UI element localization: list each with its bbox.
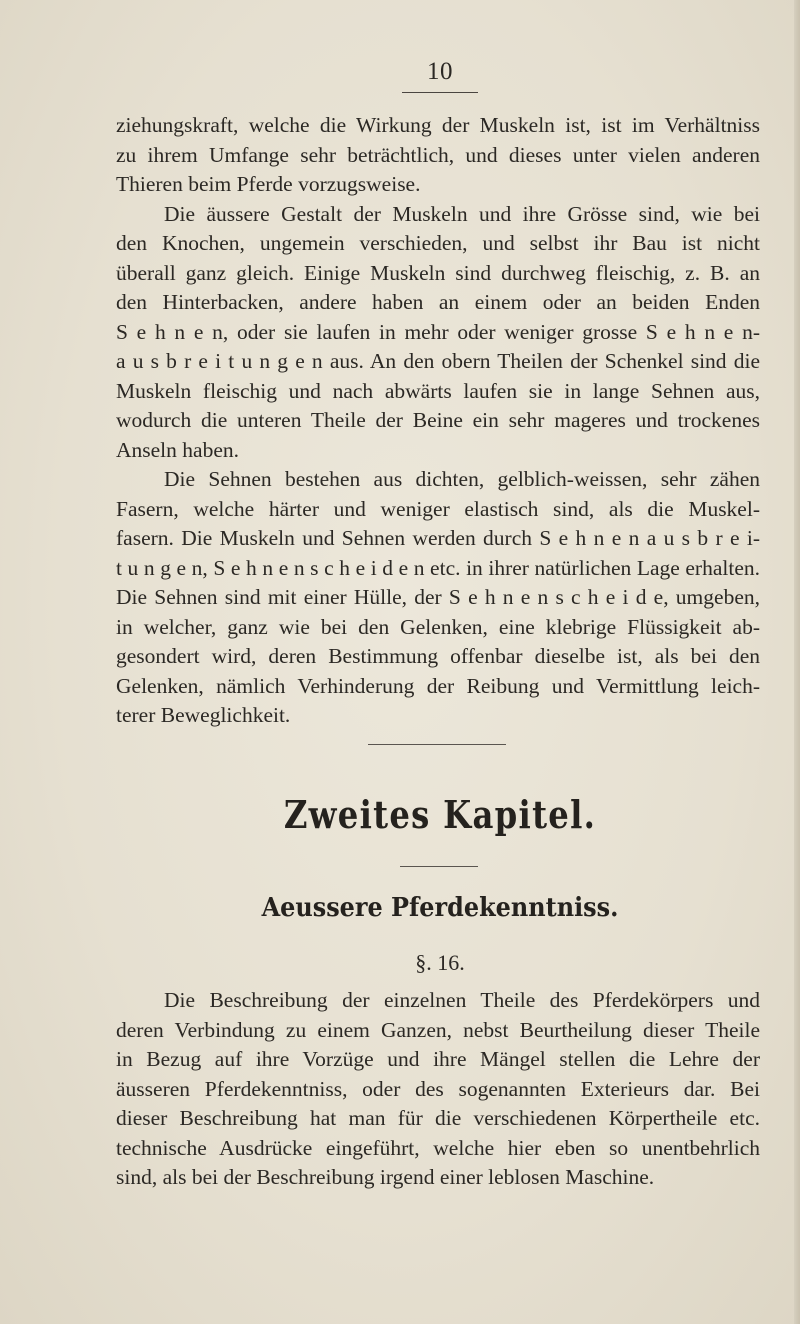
section-divider — [368, 744, 506, 745]
text-line: sind, als bei der Beschreibung irgend einer leblosen Maschine. — [116, 1165, 655, 1189]
page-edge — [794, 0, 800, 1324]
text-line: den Hinterbacken, andere haben an einem oder an beiden Enden — [116, 290, 760, 314]
text-line: Anseln haben. — [116, 437, 239, 462]
paragraph-number: §. 16. — [415, 950, 465, 975]
text-line: Fasern, welche härter und weniger elastisch sind, als die Muskel- — [116, 496, 760, 521]
text-line: Die Beschreibung der einzelnen Theile des Pferdekörpers und — [164, 988, 760, 1012]
text-line: deren Verbindung zu einem Ganzen, nebst Beurtheilung dieser Theile — [116, 1017, 760, 1042]
page-number: 10 — [427, 58, 453, 85]
bottom-text-block — [116, 986, 760, 1193]
text-line: zu ihrem Umfange sehr beträchtlich, und dieses unter vielen anderen — [116, 142, 760, 167]
text-line: Die Sehnen sind mit einer Hülle, der S e h n e n s c h e i d e, umgeben, — [116, 585, 760, 609]
section-title: Aeussere Pferdekenntniss. — [261, 893, 619, 923]
chapter-title: Zweites Kapitel. — [283, 792, 597, 837]
text-line: a u s b r e i t u n g e n aus. An den obern Theilen der Schenkel sind die — [116, 349, 760, 373]
text-line: äusseren Pferdekenntniss, oder des sogenannten Exterieurs dar. Bei — [116, 1076, 760, 1101]
text-line: Muskeln fleischig und nach abwärts laufen sie in lange Sehnen aus, — [116, 378, 760, 403]
text-line: überall ganz gleich. Einige Muskeln sind durchweg fleischig, z. B. an — [116, 260, 760, 285]
text-line: gesondert wird, deren Bestimmung offenbar dieselbe ist, als bei den — [116, 644, 760, 668]
text-line: terer Beweglichkeit. — [116, 703, 291, 727]
text-line: dieser Beschreibung hat man für die verschiedenen Körpertheile etc. — [116, 1106, 760, 1130]
text-line: in welcher, ganz wie bei den Gelenken, eine klebrige Flüssigkeit ab- — [116, 614, 760, 639]
text-line: Die Sehnen bestehen aus dichten, gelblich-weissen, sehr zähen — [164, 467, 760, 491]
text-line: ziehungskraft, welche die Wirkung der Muskeln ist, ist im Verhältniss — [116, 113, 760, 137]
text-line: den Knochen, ungemein verschieden, und selbst ihr Bau ist nicht — [116, 231, 760, 255]
text-line: Thieren beim Pferde vorzugsweise. — [116, 172, 421, 196]
top-text-block — [116, 111, 760, 731]
text-line: wodurch die unteren Theile der Beine ein sehr mageres und trockenes — [116, 408, 760, 432]
text-line: fasern. Die Muskeln und Sehnen werden durch S e h n e n a u s b r e i- — [116, 526, 760, 550]
page-number-rule — [402, 92, 478, 93]
text-line: S e h n e n, oder sie laufen in mehr oder weniger grosse S e h n e n- — [116, 319, 760, 344]
text-line: technische Ausdrücke eingeführt, welche hier eben so unentbehrlich — [116, 1135, 760, 1160]
text-line: in Bezug auf ihre Vorzüge und ihre Mängel stellen die Lehre der — [116, 1047, 760, 1071]
text-line: t u n g e n, S e h n e n s c h e i d e n etc. in ihrer natürlichen Lage erhalten. — [116, 555, 760, 580]
chapter-divider — [400, 866, 478, 867]
text-line: Gelenken, nämlich Verhinderung der Reibung und Vermittlung leich- — [116, 673, 760, 698]
text-line: Die äussere Gestalt der Muskeln und ihre Grösse sind, wie bei — [164, 201, 760, 226]
